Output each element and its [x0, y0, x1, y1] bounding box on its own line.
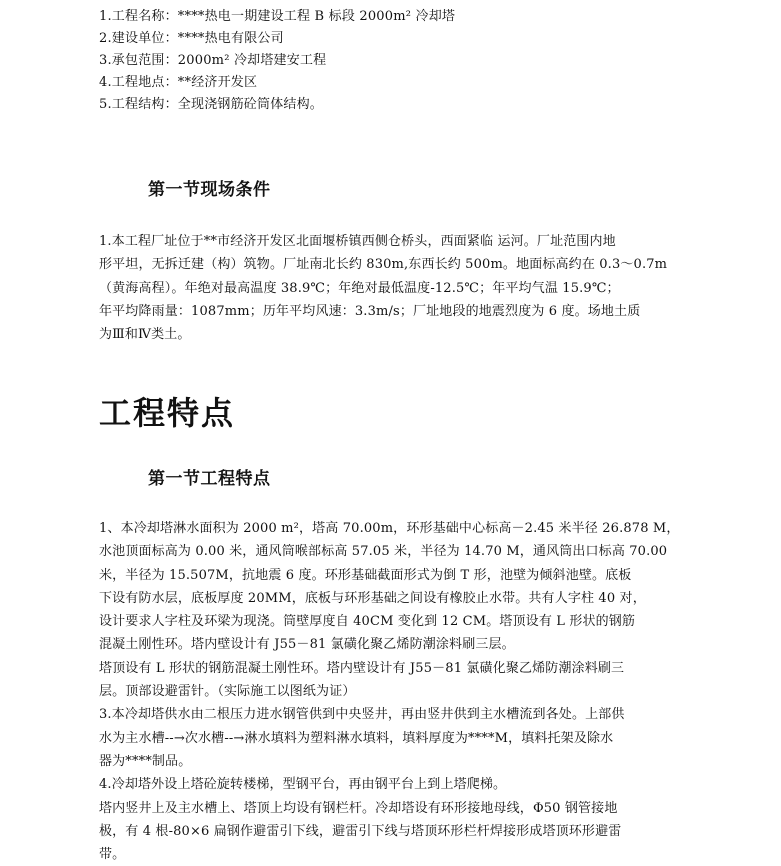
project-info-item: 2.建设单位：****热电有限公司	[99, 31, 284, 46]
project-info-item: 4.工程地点：**经济开发区	[99, 75, 258, 90]
chapter-title: 工程特点	[99, 394, 236, 432]
text-line: 年平均降雨量：1087mm；历年平均风速：3.3m/s；厂址地段的地震烈度为 6 度。场地土质	[99, 303, 641, 319]
paragraph	[99, 230, 715, 346]
site-conditions-paragraph	[99, 230, 715, 346]
project-info-list	[99, 6, 739, 116]
text-line: 混凝土刚性环。塔内壁设计有 J55－81 氯磺化聚乙烯防潮涂料刷三层。	[99, 637, 515, 653]
project-info-item: 1.工程名称：****热电一期建设工程 B 标段 2000m² 冷却塔	[99, 9, 456, 24]
text-line: 水池顶面标高为 0.00 米，通风筒喉部标高 57.05 米，半径为 14.70 M，通风筒出口标高 70.00	[99, 544, 668, 560]
text-line: 1.本工程厂址位于**市经济开发区北面堰桥镇西侧仓桥头，西面紧临 运河。厂址范围内地	[99, 234, 616, 249]
text-line: 3.本冷却塔供水由二根压力进水钢管供到中央竖井，再由竖井供到主水槽流到各处。上部供	[99, 707, 625, 723]
paragraph	[99, 517, 715, 657]
paragraph	[99, 773, 715, 796]
text-line: 形平坦，无拆迁建（构）筑物。厂址南北长约 830m,东西长约 500m。地面标高约在 0.3～0.7m	[99, 257, 668, 273]
paragraph	[99, 703, 715, 773]
project-features-body	[99, 517, 715, 866]
text-line: 器为****制品。	[99, 753, 192, 769]
project-info-item: 3.承包范围：2000m² 冷却塔建安工程	[99, 53, 327, 68]
text-line: 1、本冷却塔淋水面积为 2000 m²，塔高 70.00m，环形基础中心标高－2.45 米半径 26.878 M，	[99, 521, 680, 536]
text-line: 极，有 4 根-80×6 扁钢作避雷引下线，避雷引下线与塔顶环形栏杆焊接形成塔顶环形避雷	[99, 823, 622, 839]
text-line: 塔顶设有 L 形状的钢筋混凝土刚性环。塔内壁设计有 J55－81 氯磺化聚乙烯防潮涂料刷三	[99, 660, 625, 676]
text-line: 塔内竖井上及主水槽上、塔顶上均设有钢栏杆。冷却塔设有环形接地母线，Φ50 钢管接地	[99, 800, 618, 816]
project-info-item: 5.工程结构：全现浇钢筋砼筒体结构。	[99, 97, 324, 112]
text-line: 设计要求人字柱及环梁为现浇。筒壁厚度自 40CM 变化到 12 CM。塔顶设有 L 形状的钢筋	[99, 614, 636, 630]
text-line: （黄海高程）。年绝对最高温度 38.9℃；年绝对最低温度-12.5℃；年平均气温 15.9℃；	[99, 280, 620, 296]
paragraph	[99, 797, 715, 866]
section-heading-site-conditions: 第一节现场条件	[148, 180, 271, 200]
text-line: 下设有防水层，底板厚度 20MM，底板与环形基础之间设有橡胶止水带。共有人字柱 40 对，	[99, 590, 646, 606]
text-line: 带。	[99, 847, 126, 863]
text-line: 米，半径为 15.507M，抗地震 6 度。环形基础截面形式为倒 T 形，池壁为倾斜池壁。底板	[99, 567, 632, 583]
text-line: 层。顶部设避雷针。（实际施工以图纸为证）	[99, 684, 356, 700]
text-line: 4.冷却塔外设上塔砼旋转楼梯，型钢平台，再由钢平台上到上塔爬梯。	[99, 777, 507, 793]
text-line: 为Ⅲ和Ⅳ类土。	[99, 327, 191, 343]
paragraph	[99, 657, 715, 704]
text-line: 水为主水槽--→次水槽--→淋水填料为塑料淋水填料，填料厚度为****M，填料托架及除水	[99, 730, 614, 746]
section-heading-project-features: 第一节工程特点	[148, 469, 271, 489]
